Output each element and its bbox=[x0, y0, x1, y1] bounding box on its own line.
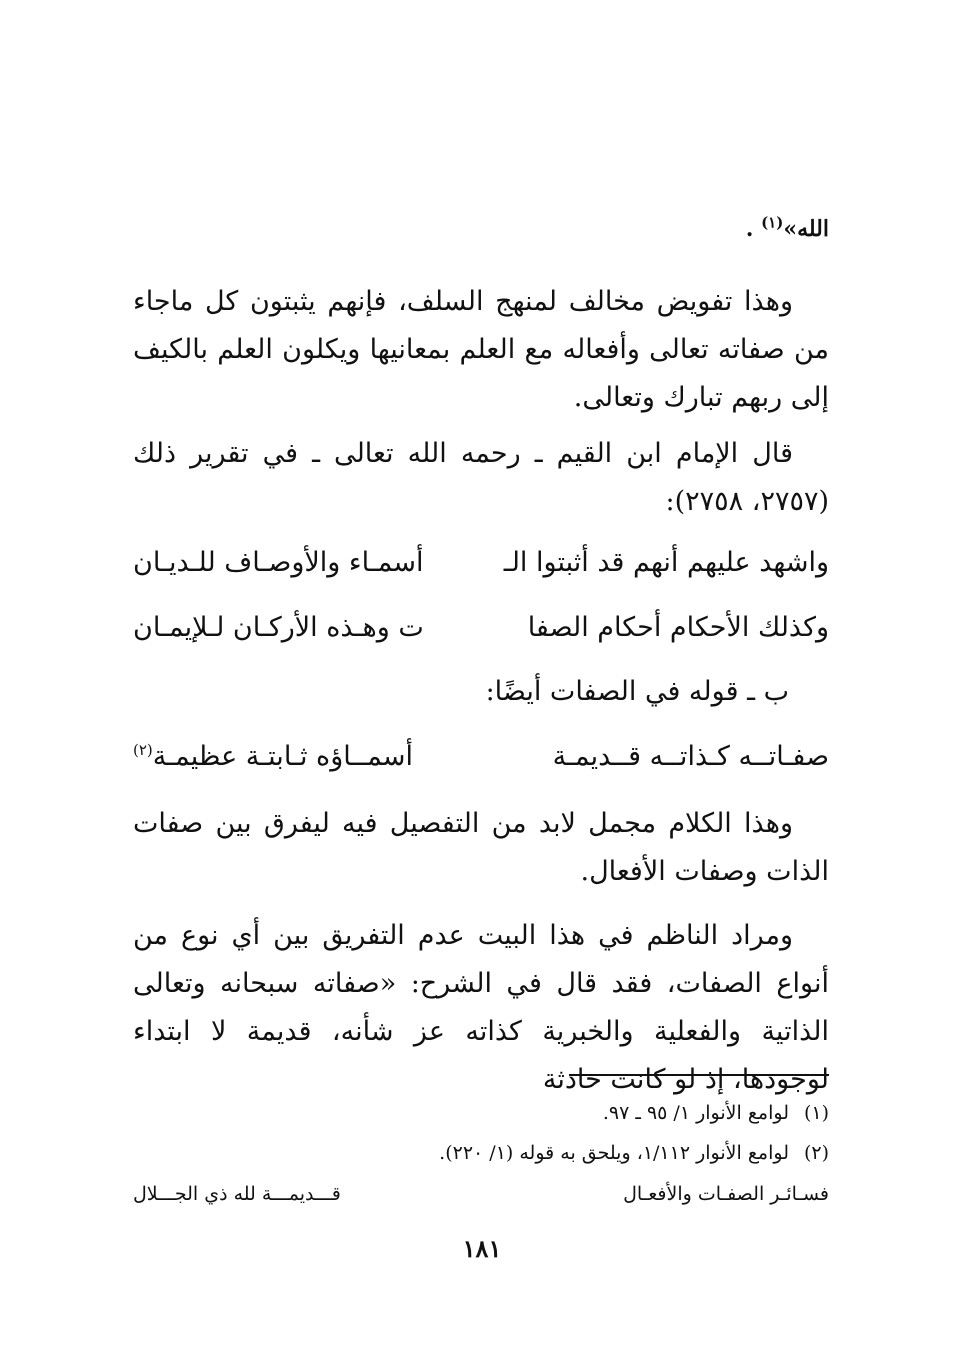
footnote-ref-1: (١) bbox=[761, 213, 784, 232]
footnote-2 bbox=[133, 1138, 829, 1168]
footnote-1 bbox=[133, 1098, 829, 1128]
subheading: ب ـ قوله في الصفات أيضًا: bbox=[485, 676, 789, 707]
footnote-2-text: لوامع الأنوار ١/١١٢، ويلحق به قوله (١/ ٢٢٠). bbox=[439, 1142, 789, 1164]
footnote-2-number: (٢) bbox=[803, 1142, 829, 1164]
footnote-verse-second-hemistich: قـــديمـــة لله ذي الجـــلال bbox=[133, 1183, 341, 1205]
fragment-end: . bbox=[745, 216, 754, 242]
verse-3-first-hemistich: صفـاتــه كـذاتــه قــديمـة bbox=[552, 741, 829, 772]
footnote-2-verse bbox=[133, 1178, 829, 1210]
fragment-text: الله» bbox=[783, 216, 829, 242]
verse-2-second-hemistich: ت وهـذه الأركـان لـلإيمـان bbox=[133, 612, 424, 643]
paragraph-1: وهذا تفويض مخالف لمنهج السلف، فإنهم يثبتون كل ماجاء من صفاته تعالى وأفعاله مع العلم بمعانيها ويكلون العلم بالكيف إلى ربهم تبارك وتعالى. bbox=[133, 286, 829, 413]
verse-line-1 bbox=[133, 538, 829, 588]
footnote-separator bbox=[569, 1074, 829, 1076]
paragraph-4: ومراد الناظم في هذا البيت عدم التفريق بين أي نوع من أنواع الصفات، فقد قال في الشرح: «صفاته سبحانه وتعالى الذاتية والفعلية والخبرية كذاته عز شأنه، قديمة لا ابتداء لوجودها، إذ لو كانت حادثة bbox=[133, 920, 829, 1095]
verse-1-second-hemistich: أسمـاء والأوصـاف للـديـان bbox=[133, 547, 424, 578]
footnote-1-text: لوامع الأنوار ١/ ٩٥ ـ ٩٧. bbox=[602, 1102, 789, 1124]
verse-2-first-hemistich: وكذلك الأحكام أحكام الصفا bbox=[527, 612, 829, 643]
verse-line-2 bbox=[133, 603, 829, 653]
paragraph-3: وهذا الكلام مجمل لابد من التفصيل فيه ليفرق بين صفات الذات وصفات الأفعال. bbox=[133, 808, 829, 887]
footnote-1-number: (١) bbox=[803, 1102, 829, 1124]
paragraph-2: قال الإمام ابن القيم ـ رحمه الله تعالى ـ في تقرير ذلك (٢٧٥٧، ٢٧٥٨): bbox=[133, 438, 829, 517]
verse-3-second-text: أسمــاؤه ثـابتـة عظيمـة bbox=[152, 741, 414, 772]
verse-line-3 bbox=[133, 732, 829, 782]
verse-3-second-hemistich bbox=[133, 732, 413, 782]
footnote-verse-first-hemistich: فسـائـر الصفـات والأفعـال bbox=[623, 1183, 829, 1205]
footnote-ref-2: (٢) bbox=[133, 741, 153, 759]
continuation-fragment bbox=[133, 205, 829, 253]
page-number: ١٨١ bbox=[462, 1234, 502, 1263]
verse-1-first-hemistich: واشهد عليهم أنهم قد أثبتوا الـ bbox=[503, 547, 829, 578]
